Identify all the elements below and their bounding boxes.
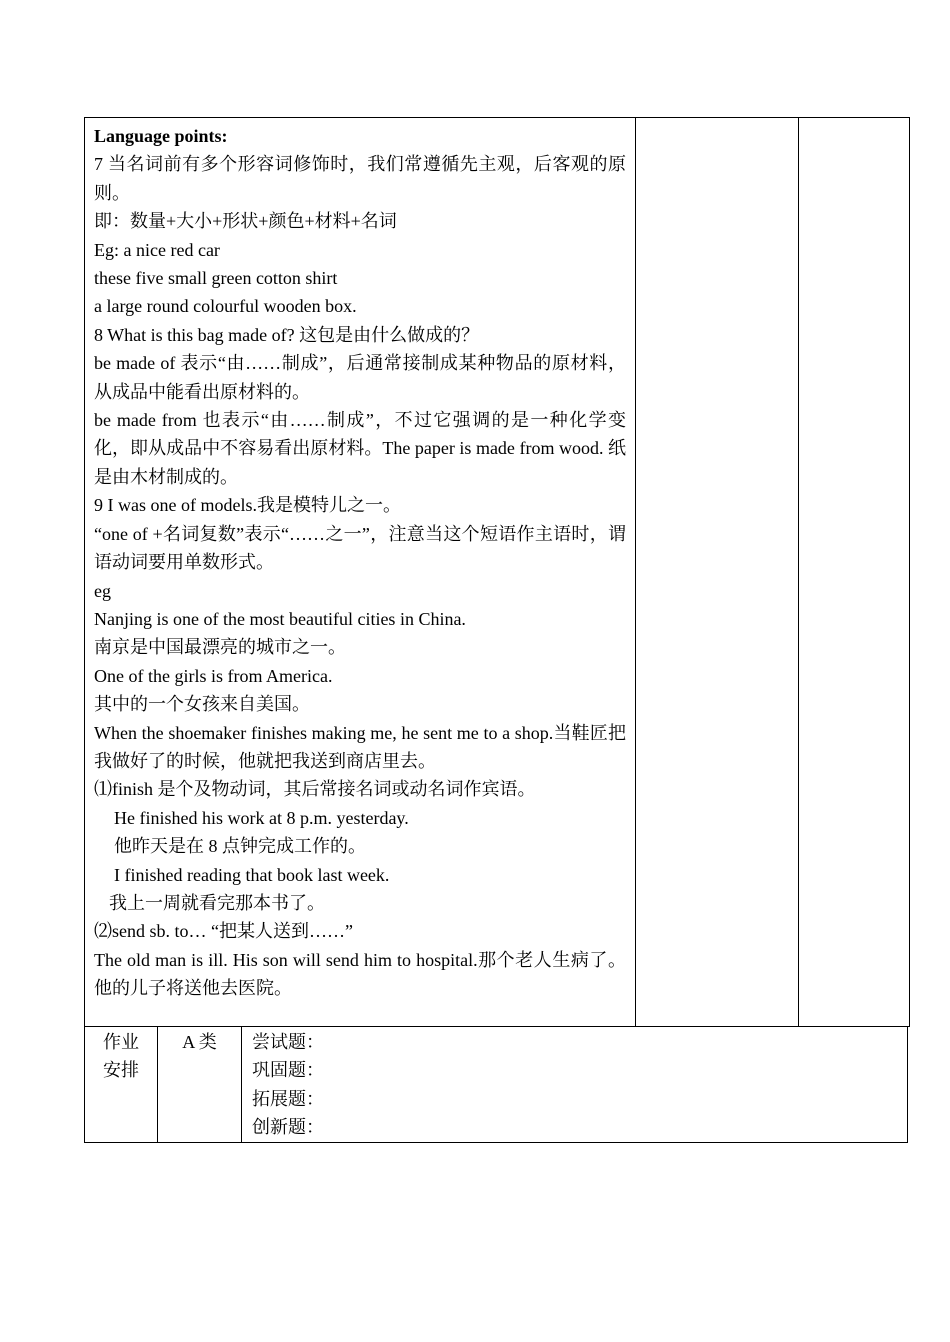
text-line: 南京是中国最漂亮的城市之一。 bbox=[94, 637, 346, 658]
text-line: be made of 表示“由……制成”，后通常接制成某种物品的原材料，从成品中能看出原材料的。 bbox=[94, 353, 626, 402]
homework-type: A 类 bbox=[182, 1032, 217, 1052]
text-line: “one of +名词复数”表示“……之一”，注意当这个短语作主语时，谓语动词要用单数形式。 bbox=[94, 523, 626, 573]
lesson-plan-table bbox=[84, 117, 910, 1027]
homework-item: 尝试题： bbox=[252, 1032, 324, 1052]
homework-item: 巩固题： bbox=[252, 1060, 324, 1081]
homework-label-line: 安排 bbox=[103, 1060, 139, 1081]
text-line: Nanjing is one of the most beautiful cities in China. bbox=[94, 608, 466, 629]
homework-label-line: 作业 bbox=[103, 1032, 139, 1052]
text-line: a large round colourful wooden box. bbox=[94, 296, 357, 317]
text-line: ⑴finish 是个及物动词，其后常接名词或动名词作宾语。 bbox=[94, 779, 536, 800]
homework-type-cell bbox=[158, 1027, 242, 1143]
language-points-content bbox=[85, 118, 635, 1003]
text-line: ⑵send sb. to… “把某人送到……” bbox=[94, 921, 353, 942]
text-line: Eg: a nice red car bbox=[94, 239, 220, 260]
text-line: 8 What is this bag made of? 这包是由什么做成的？ bbox=[94, 324, 480, 345]
text-line: 7 当名词前有多个形容词修饰时，我们常遵循先主观，后客观的原则。 bbox=[94, 154, 626, 203]
empty-middle-cell bbox=[636, 118, 799, 1027]
section-heading: Language points: bbox=[94, 126, 228, 146]
homework-item: 拓展题： bbox=[252, 1088, 324, 1109]
text-line: 其中的一个女孩来自美国。 bbox=[94, 694, 310, 715]
homework-items-cell bbox=[242, 1027, 908, 1143]
homework-item: 创新题： bbox=[252, 1117, 324, 1138]
homework-label-cell bbox=[85, 1027, 158, 1143]
text-line: I finished reading that book last week. bbox=[114, 864, 390, 885]
text-line: He finished his work at 8 p.m. yesterday. bbox=[114, 807, 409, 828]
empty-right-cell bbox=[799, 118, 910, 1027]
text-line: 9 I was one of models.我是模特儿之一。 bbox=[94, 495, 401, 516]
text-line: When the shoemaker finishes making me, he sent me to a shop.当鞋匠把我做好了的时候，他就把我送到商店里去。 bbox=[94, 722, 626, 771]
homework-table bbox=[84, 1026, 908, 1143]
text-line: eg bbox=[94, 580, 111, 601]
text-line: 我上一周就看完那本书了。 bbox=[109, 892, 325, 913]
text-line: One of the girls is from America. bbox=[94, 665, 333, 686]
text-line: 他昨天是在 8 点钟完成工作的。 bbox=[114, 836, 366, 857]
text-line: these five small green cotton shirt bbox=[94, 268, 338, 289]
text-line: 即：数量+大小+形状+颜色+材料+名词 bbox=[94, 211, 397, 232]
text-line: be made from 也表示“由……制成”，不过它强调的是一种化学变化，即从成品中不容易看出原材料。The paper is made from wood. 纸是由木材制成的。 bbox=[94, 410, 626, 487]
text-line: The old man is ill. His son will send him to hospital.那个老人生病了。他的儿子将送他去医院。 bbox=[94, 949, 626, 999]
language-points-cell bbox=[85, 118, 636, 1027]
